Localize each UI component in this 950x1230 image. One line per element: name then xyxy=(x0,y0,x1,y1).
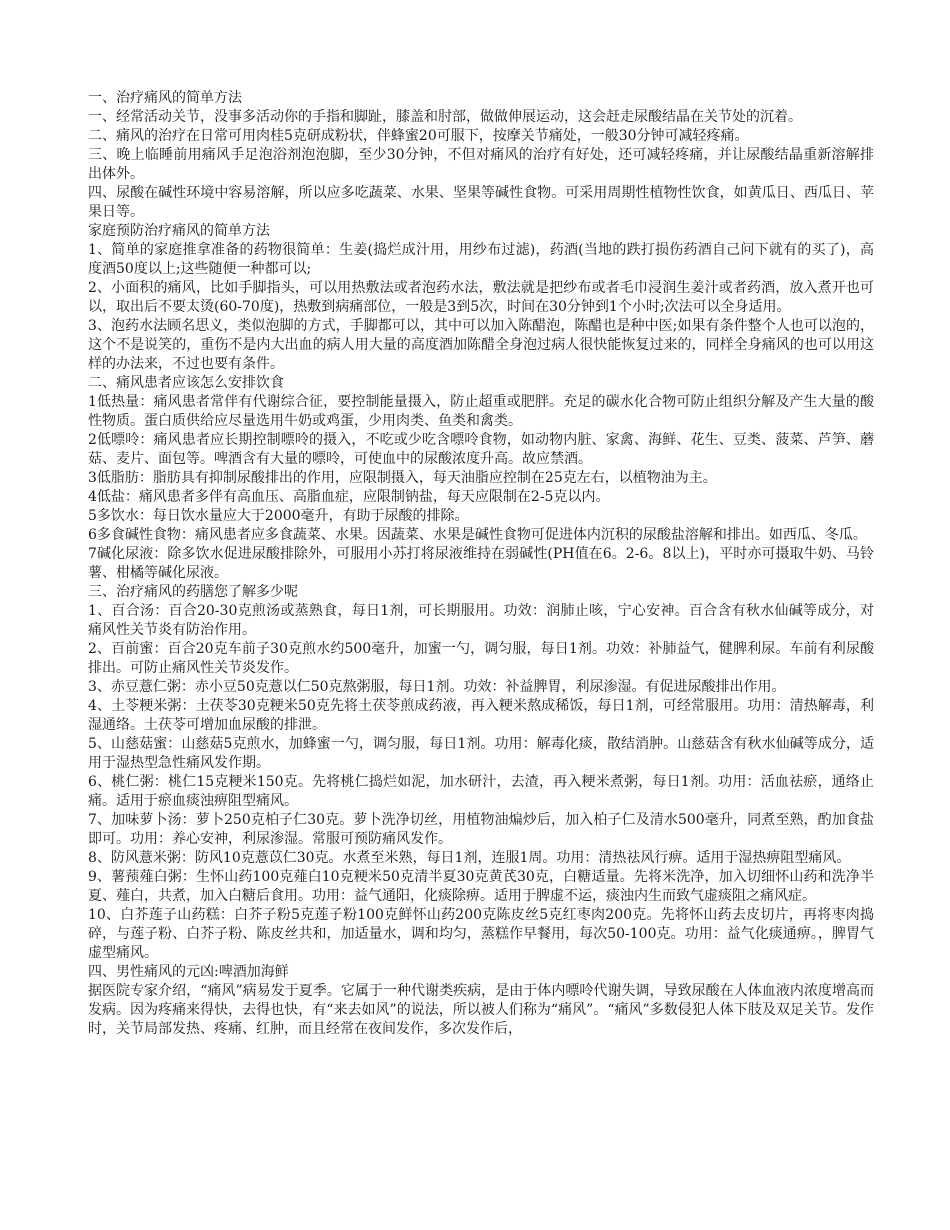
heading-home-prevention: 家庭预防治疗痛风的简单方法 xyxy=(88,223,270,239)
paragraph: 1低热量：痛风患者常伴有代谢综合征，要控制能量摄入，防止超重或肥胖。充足的碳水化合物可防止组织分解及产生大量的酸性物质。蛋白质供给应尽量选用牛奶或鸡蛋，少用肉类、鱼类和禽类。 xyxy=(88,394,874,429)
paragraph: 二、痛风的治疗在日常可用肉桂5克研成粉状，伴蜂蜜20可服下，按摩关节痛处，一般30分钟可减轻疼痛。 xyxy=(88,128,749,144)
paragraph: 5多饮水：每日饮水量应大于2000毫升，有助于尿酸的排除。 xyxy=(88,508,469,524)
paragraph: 1、简单的家庭推拿准备的药物很简单：生姜(捣烂成汁用，用纱布过滤)，药酒(当地的跌打损伤药酒自己问下就有的买了)，高度酒50度以上;这些随便一种都可以; xyxy=(88,242,874,277)
paragraph: 6、桃仁粥：桃仁15克粳米150克。先将桃仁捣烂如泥，加水研汁，去渣，再入粳米煮粥，每日1剂。功用：活血祛瘀，通络止痛。适用于瘀血痰浊痹阻型痛风。 xyxy=(88,774,874,809)
heading-simple-methods: 一、治疗痛风的简单方法 xyxy=(88,90,242,106)
paragraph: 5、山慈菇蜜：山慈菇5克煎水，加蜂蜜一勺，调匀服，每日1剂。功用：解毒化痰，散结消肿。山慈菇含有秋水仙碱等成分，适用于湿热型急性痛风发作期。 xyxy=(88,736,874,771)
paragraph: 3、泡药水法顾名思义，类似泡脚的方式，手脚都可以，其中可以加入陈醋泡，陈醋也是种中医;如果有条件整个人也可以泡的，这个不是说笑的，重伤不是内大出血的病人用大量的高度酒加陈醋全身泡过病人很快能恢复过来的，同样全身痛风的也可以用这样的办法来，不过也要有条件。 xyxy=(88,318,874,372)
paragraph: 一、经常活动关节，没事多活动你的手指和脚趾，膝盖和肘部，做做伸展运动，这会赶走尿酸结晶在关节处的沉着。 xyxy=(88,109,802,125)
paragraph: 4低盐：痛风患者多伴有高血压、高脂血症，应限制钠盐，每天应限制在2-5克以内。 xyxy=(88,489,610,505)
paragraph: 据医院专家介绍，“痛风”病易发于夏季。它属于一种代谢类疾病，是由于体内嘌呤代谢失调，导致尿酸在人体血液内浓度增高而发病。因为疼痛来得快，去得也快，有“来去如风”的说法，所以被人们称为“痛风”。“痛风”多数侵犯人体下肢及双足关节。发作时，关节局部发热、疼痛、红肿，而且经常在夜间发作，多次发作后， xyxy=(88,983,874,1037)
paragraph: 三、晚上临睡前用痛风手足泡浴剂泡泡脚，至少30分钟，不但对痛风的治疗有好处，还可减轻疼痛，并让尿酸结晶重新溶解排出体外。 xyxy=(88,147,874,182)
paragraph: 2、小面积的痛风，比如手脚指头，可以用热敷法或者泡药水法，敷法就是把纱布或者毛巾浸润生姜汁或者药酒，放入煮开也可以，取出后不要太烫(60-70度)，热敷到病痛部位，一般是3到5次，时间在30分钟到1个小时;次法可以全身适用。 xyxy=(88,280,874,315)
paragraph: 4、土苓粳米粥：土茯苓30克粳米50克先将土茯苓煎成药液，再入粳米熬成稀饭，每日1剂，可经常服用。功用：清热解毒，利湿通络。土茯苓可增加血尿酸的排泄。 xyxy=(88,698,874,733)
paragraph: 2、百前蜜：百合20克车前子30克煎水约500毫升，加蜜一勺，调匀服，每日1剂。功效：补肺益气，健脾利尿。车前有利尿酸排出。可防止痛风性关节炎发作。 xyxy=(88,641,874,676)
heading-medicated-diet: 三、治疗痛风的药膳您了解多少呢 xyxy=(88,584,298,600)
paragraph: 7碱化尿液：除多饮水促进尿酸排除外，可服用小苏打将尿液维持在弱碱性(PH值在6。2-6。8以上)，平时亦可摄取牛奶、马铃薯、柑橘等碱化尿液。 xyxy=(88,546,874,581)
paragraph: 2低嘌呤：痛风患者应长期控制嘌呤的摄入，不吃或少吃含嘌呤食物，如动物内脏、家禽、海鲜、花生、豆类、菠菜、芦笋、蘑菇、麦片、面包等。啤酒含有大量的嘌呤，可使血中的尿酸浓度升高。故应禁酒。 xyxy=(88,432,874,467)
document-body xyxy=(88,89,874,1039)
paragraph: 1、百合汤：百合20-30克煎汤或蒸熟食，每日1剂，可长期服用。功效：润肺止咳，宁心安神。百合含有秋水仙碱等成分，对痛风性关节炎有防治作用。 xyxy=(88,603,874,638)
heading-male-gout: 四、男性痛风的元凶:啤酒加海鲜 xyxy=(88,964,289,980)
paragraph: 8、防风薏米粥：防风10克薏苡仁30克。水煮至米熟，每日1剂，连服1周。功用：清热祛风行痹。适用于湿热痹阻型痛风。 xyxy=(88,850,851,866)
paragraph: 6多食碱性食物：痛风患者应多食蔬菜、水果。因蔬菜、水果是碱性食物可促进体内沉积的尿酸盐溶解和排出。如西瓜、冬瓜。 xyxy=(88,527,867,543)
paragraph: 3低脂肪：脂肪具有抑制尿酸排出的作用，应限制摄入，每天油脂应控制在25克左右，以植物油为主。 xyxy=(88,470,717,486)
heading-diet: 二、痛风患者应该怎么安排饮食 xyxy=(88,375,284,391)
paragraph: 10、白芥莲子山药糕：白芥子粉5克莲子粉100克鲜怀山药200克陈皮丝5克红枣肉200克。先将怀山药去皮切片，再将枣肉捣碎，与莲子粉、白芥子粉、陈皮丝共和，加适量水，调和均匀，蒸糕作早餐用，每次50-100克。功用：益气化痰通痹。，脾胃气虚型痛风。 xyxy=(88,907,874,961)
paragraph: 四、尿酸在碱性环境中容易溶解，所以应多吃蔬菜、水果、坚果等碱性食物。可采用周期性植物性饮食，如黄瓜日、西瓜日、苹果日等。 xyxy=(88,185,874,220)
paragraph: 3、赤豆薏仁粥：赤小豆50克薏以仁50克熬粥服，每日1剂。功效：补益脾胃，利尿渗湿。有促进尿酸排出作用。 xyxy=(88,679,786,695)
paragraph: 7、加味萝卜汤：萝卜250克柏子仁30克。萝卜洗净切丝，用植物油煸炒后，加入柏子仁及清水500毫升，同煮至熟，酌加食盐即可。功用：养心安神，利尿渗湿。常服可预防痛风发作。 xyxy=(88,812,874,847)
paragraph: 9、薯蓣薤白粥：生怀山药100克薤白10克粳米50克清半夏30克黄芪30克，白糖适量。先将米洗净，加入切细怀山药和洗净半夏、薤白，共煮，加入白糖后食用。功用：益气通阳，化痰除痹。适用于脾虚不运，痰浊内生而致气虚痰阻之痛风症。 xyxy=(88,869,874,904)
